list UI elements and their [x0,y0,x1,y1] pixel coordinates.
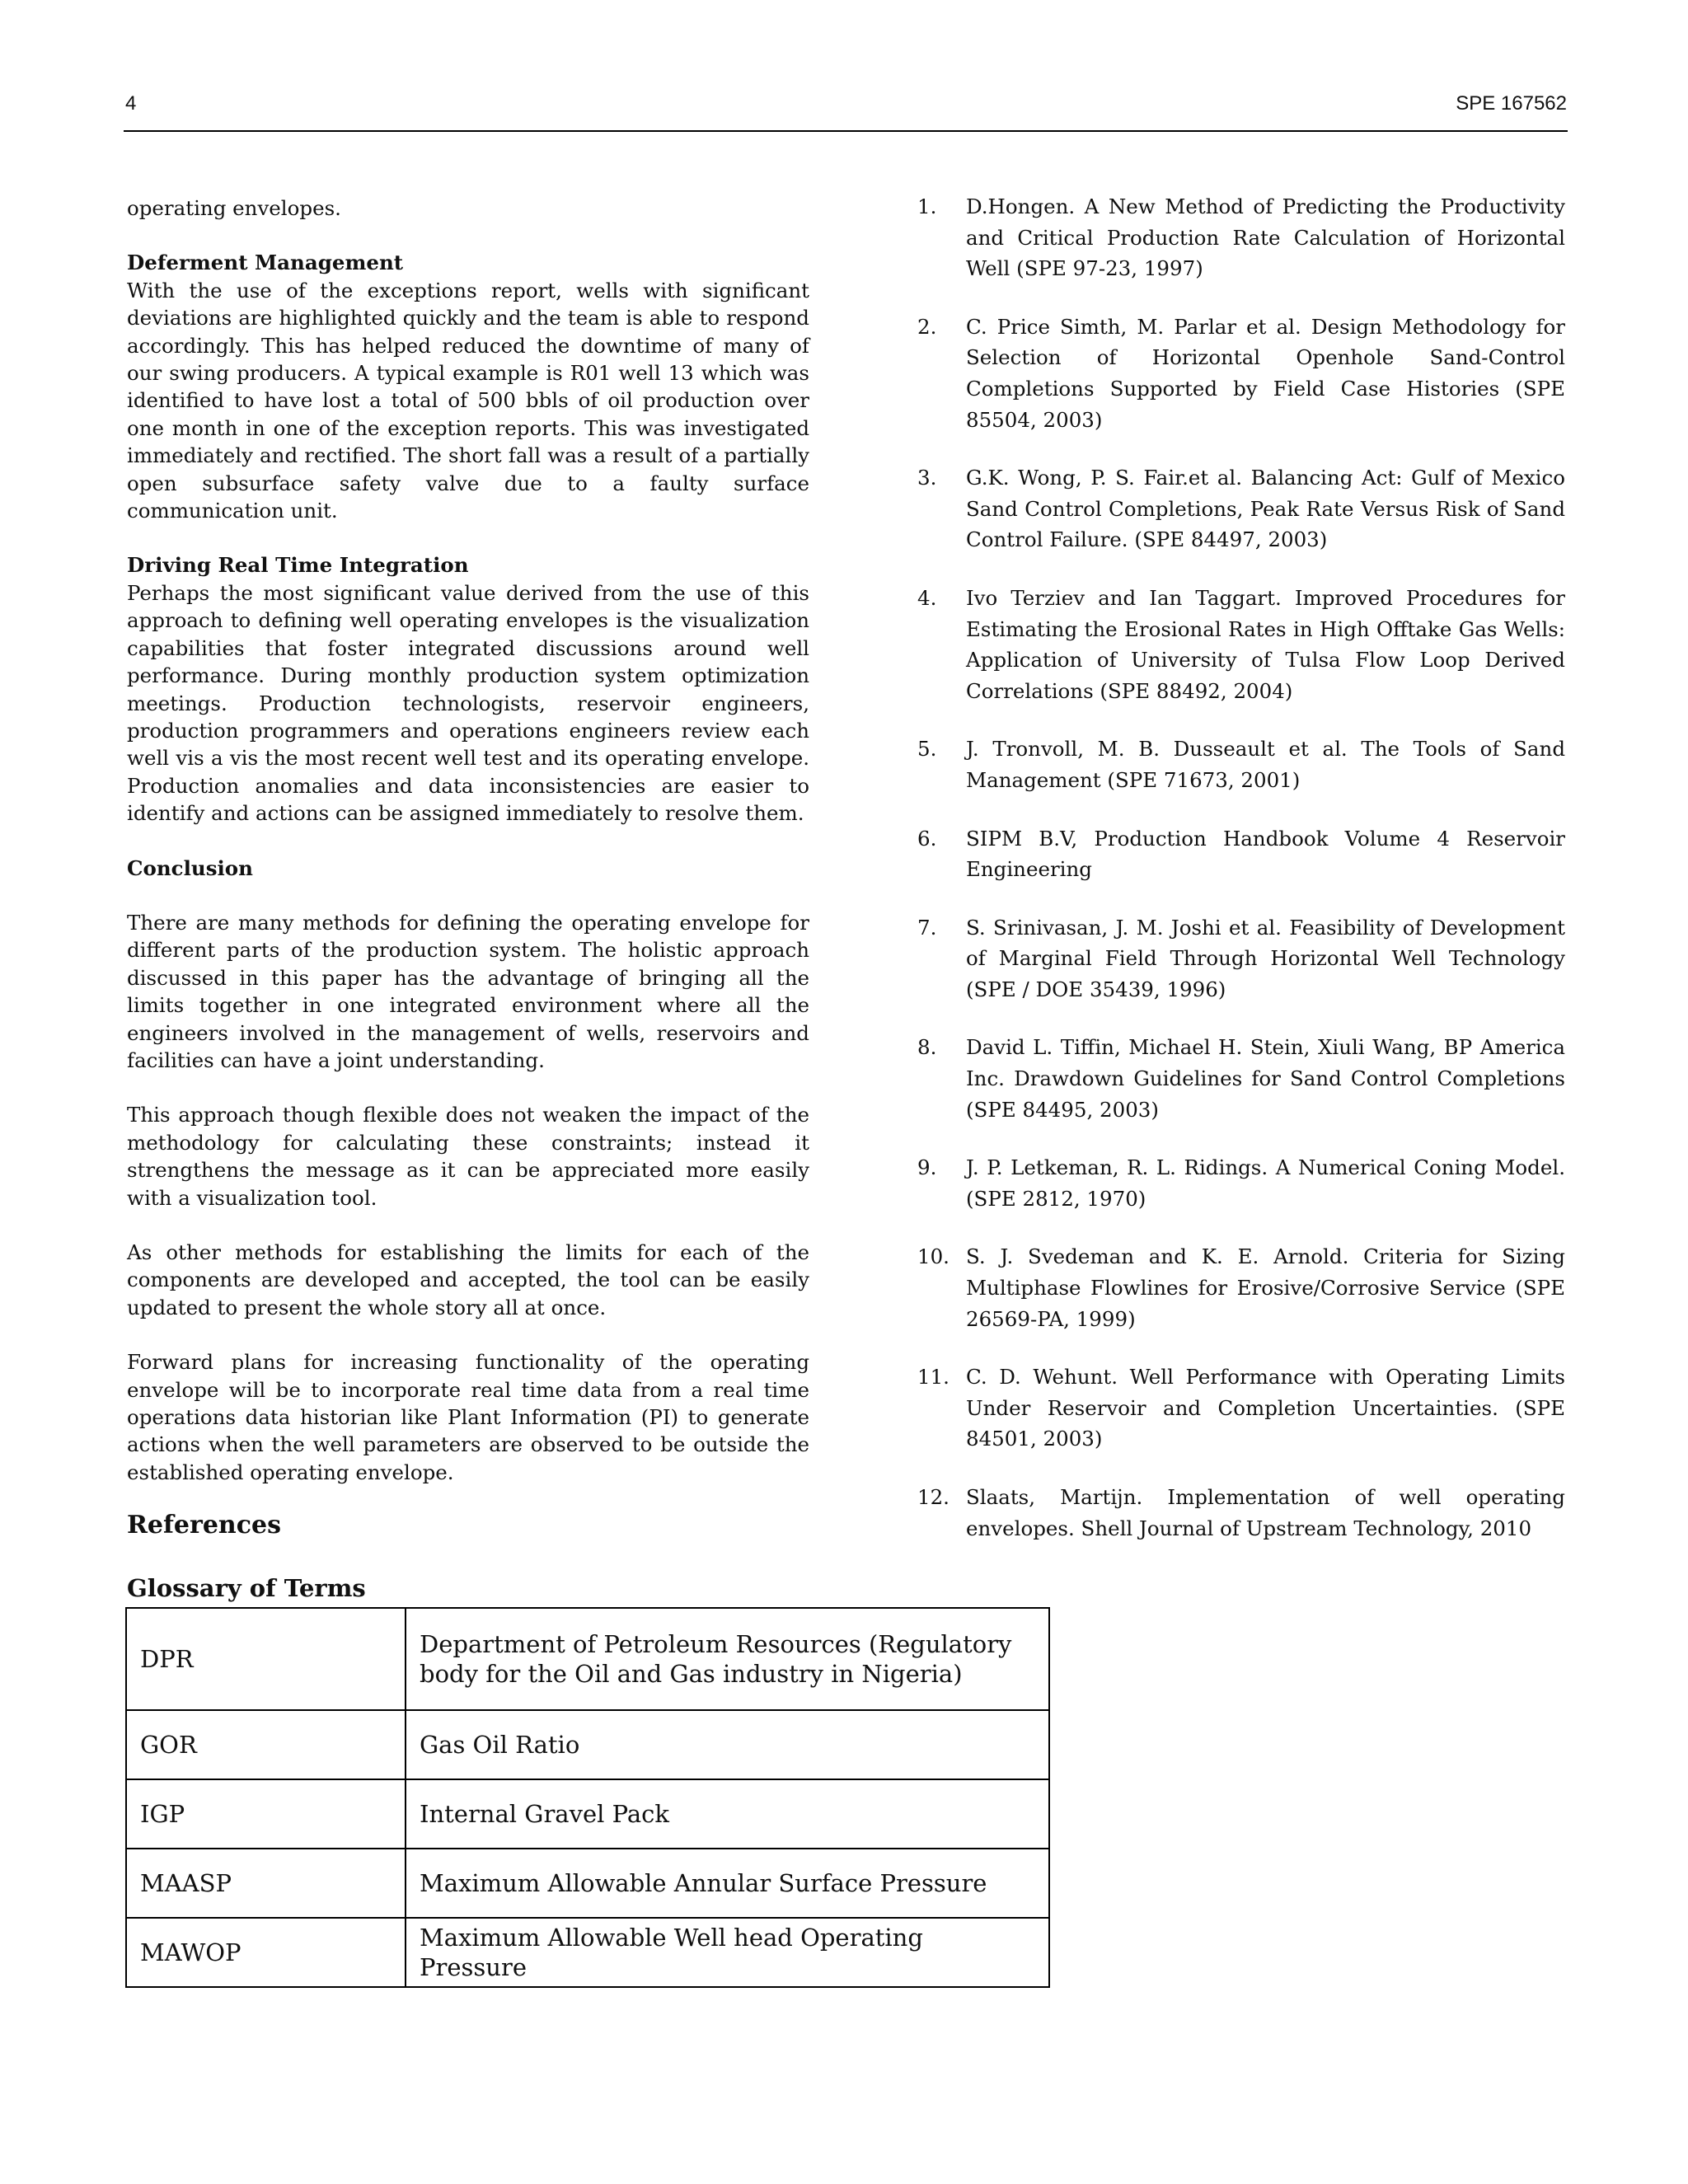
references-list [917,191,1565,1571]
glossary-definition: Gas Oil Ratio [406,1710,1049,1779]
reference-number: 6. [917,826,937,851]
reference-text: Ivo Terziev and Ian Taggart. Improved Procedures for Estimating the Erosional Rates in High Offtake Gas Wells: Application of University of Tulsa Flow Loop Derived Correlations (SPE 88492, 2004) [966,585,1565,703]
reference-text: J. P. Letkeman, R. L. Ridings. A Numerical Coning Model. (SPE 2812, 1970) [966,1155,1565,1211]
reference-number: 5. [917,737,937,762]
reference-number: 3. [917,466,937,490]
reference-number: 9. [917,1155,937,1180]
reference-number: 1. [917,194,937,218]
reference-text: Slaats, Martijn. Implementation of well operating envelopes. Shell Journal of Upstream Technology, 2010 [966,1485,1565,1540]
reference-number: 10. [917,1244,950,1269]
glossary-term: MAWOP [126,1918,406,1987]
intro-text: operating envelopes. [127,196,341,220]
reference-number: 4. [917,585,937,610]
reference-item [917,1482,1565,1544]
glossary-definition: Internal Gravel Pack [406,1779,1049,1849]
reference-number: 2. [917,314,937,339]
table-row [126,1779,1049,1849]
glossary-term: IGP [126,1779,406,1849]
table-row [126,1918,1049,1987]
glossary-definition: Maximum Allowable Well head Operating Pressure [406,1918,1049,1987]
reference-item [917,733,1565,795]
conclusion-paragraph: As other methods for establishing the limits for each of the components are developed and accepted, the tool can be easily updated to present the whole story all at once. [127,1240,809,1319]
reference-text: C. D. Wehunt. Well Performance with Operating Limits Under Reservoir and Completion Uncertainties. (SPE 84501, 2003) [966,1365,1565,1451]
reference-item [917,1152,1565,1214]
conclusion-paragraph: Forward plans for increasing functionality of the operating envelope will be to incorporate real time data from a real time operations data historian like Plant Information (PI) to generate actions when the well parameters are observed to be outside the established operating envelope. [127,1350,809,1484]
reference-number: 11. [917,1365,950,1390]
reference-item [917,191,1565,284]
header-rule [124,130,1568,132]
conclusion-heading: Conclusion [127,855,253,880]
reference-number: 7. [917,915,937,940]
table-row [126,1608,1049,1710]
driving-heading: Driving Real Time Integration [127,553,469,578]
conclusion-paragraph: There are many methods for defining the operating envelope for different parts of the production system. The holistic approach discussed in this paper has the advantage of bringing all the limits together in one integrated environment where all the engineers involved in the management of wells, reservoirs and facilities can have a joint understanding. [127,910,809,1072]
table-row [126,1849,1049,1918]
reference-number: 8. [917,1035,937,1060]
deferment-heading: Deferment Management [127,251,404,275]
glossary-term: DPR [126,1608,406,1710]
reference-number: 12. [917,1485,950,1509]
table-row [126,1710,1049,1779]
reference-text: S. J. Svedeman and K. E. Arnold. Criteria for Sizing Multiphase Flowlines for Erosive/Corrosive Service (SPE 26569-PA, 1999) [966,1244,1565,1331]
driving-body: Perhaps the most significant value derived from the use of this approach to defining well operating envelopes is the visualization capabilities that foster integrated discussions around well performance. During monthly production system optimization meetings. Production technologists, reservoir engineers, production programmers and operations engineers review each well vis a vis the most recent well test and its operating envelope. Production anomalies and data inconsistencies are easier to identify and actions can be assigned immediately to resolve them. [127,580,809,826]
reference-item [917,462,1565,555]
reference-text: D.Hongen. A New Method of Predicting the Productivity and Critical Production Rate Calculation of Horizontal Well (SPE 97-23, 1997) [966,194,1565,281]
glossary-heading: Glossary of Terms [127,1574,366,1602]
reference-item [917,823,1565,885]
conclusion-paragraph: This approach though flexible does not weaken the impact of the methodology for calculating these constraints; instead it strengthens the message as it can be appreciated more easily with a visualization tool. [127,1103,809,1210]
reference-item [917,1032,1565,1125]
reference-item [917,1241,1565,1334]
reference-item [917,1361,1565,1455]
reference-text: G.K. Wong, P. S. Fair.et al. Balancing Act: Gulf of Mexico Sand Control Completions, Peak Rate Versus Risk of Sand Control Failure. (SPE 84497, 2003) [966,466,1565,552]
left-column [127,194,809,1486]
reference-text: SIPM B.V, Production Handbook Volume 4 Reservoir Engineering [966,826,1565,882]
reference-text: C. Price Simth, M. Parlar et al. Design Methodology for Selection of Horizontal Openhole Sand-Control Completions Supported by Field Case Histories (SPE 85504, 2003) [966,314,1565,432]
reference-item [917,312,1565,435]
reference-item [917,912,1565,1005]
glossary-definition: Maximum Allowable Annular Surface Pressure [406,1849,1049,1918]
reference-text: David L. Tiffin, Michael H. Stein, Xiuli Wang, BP America Inc. Drawdown Guidelines for Sand Control Completions (SPE 84495, 2003) [966,1035,1565,1122]
reference-item [917,583,1565,706]
glossary-term: MAASP [126,1849,406,1918]
page-number: 4 [125,92,137,115]
references-heading: References [127,1511,281,1540]
paper-code: SPE 167562 [1456,92,1567,115]
glossary-definition: Department of Petroleum Resources (Regulatory body for the Oil and Gas industry in Nigeria) [406,1608,1049,1710]
glossary-term: GOR [126,1710,406,1779]
glossary-table [125,1607,1050,1988]
reference-text: J. Tronvoll, M. B. Dusseault et al. The Tools of Sand Management (SPE 71673, 2001) [966,737,1565,792]
deferment-body: With the use of the exceptions report, wells with significant deviations are highlighted quickly and the team is able to respond accordingly. This has helped reduced the downtime of many of our swing producers. A typical example is R01 well 13 which was identified to have lost a total of 500 bbls of oil production over one month in one of the exception reports. This was investigated immediately and rectified. The short fall was a result of a partially open subsurface safety valve due to a faulty surface communication unit. [127,278,809,523]
reference-text: S. Srinivasan, J. M. Joshi et al. Feasibility of Development of Marginal Field Through Horizontal Well Technology (SPE / DOE 35439, 1996) [966,915,1565,1001]
